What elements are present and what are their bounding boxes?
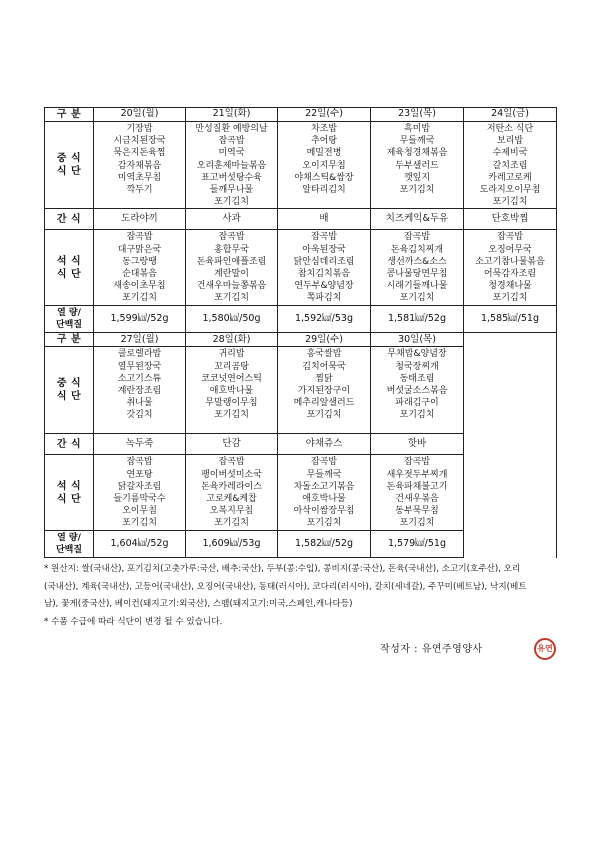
label-line: 식 단 bbox=[56, 391, 82, 403]
calories-cell: 1,592㎉/53g bbox=[278, 306, 371, 333]
menu-item: 포기김치 bbox=[306, 410, 342, 421]
menu-item: 포기김치 bbox=[122, 518, 157, 529]
menu-item: 포기김치 bbox=[399, 293, 435, 304]
label-line: 석 식 bbox=[56, 255, 82, 267]
date-cell: 29일(수) bbox=[278, 333, 371, 347]
date-cell: 24일(금) bbox=[464, 108, 557, 122]
menu-item: 생선까스&소스 bbox=[387, 256, 447, 267]
menu-item: 돈육카레라이스 bbox=[201, 481, 262, 492]
menu-item: 연포탕 bbox=[126, 469, 153, 480]
menu-item: 새우젓두부찌개 bbox=[386, 469, 448, 480]
menu-item: 애호박나물 bbox=[209, 386, 254, 397]
header-label: 구 분 bbox=[45, 108, 94, 122]
menu-item: 소고기참나물볶음 bbox=[475, 256, 545, 267]
lunch-label bbox=[45, 347, 94, 434]
snack-cell: 배 bbox=[278, 209, 371, 230]
dinner-cell bbox=[464, 230, 557, 306]
menu-item: 순대볶음 bbox=[122, 269, 157, 280]
menu-item: 소고기스튜 bbox=[117, 373, 162, 384]
snack-cell: 단호박찜 bbox=[464, 209, 557, 230]
menu-item: 돈육파인애플조림 bbox=[196, 256, 267, 267]
menu-item: 묵은지돈육찜 bbox=[113, 148, 166, 159]
menu-item: 코코넛연어스틱 bbox=[201, 373, 262, 384]
menu-item: 청경채나물 bbox=[488, 281, 532, 292]
menu-item: 도라지오이무침 bbox=[479, 185, 541, 196]
label-line: 열 량/ bbox=[57, 308, 81, 319]
menu-item: 두부샐러드 bbox=[395, 160, 439, 171]
menu-item: 미역초무침 bbox=[117, 172, 162, 183]
menu-item: 잡곡밥 bbox=[403, 232, 431, 243]
calories-cell: 1,599㎉/52g bbox=[94, 306, 186, 333]
menu-item: 돈육김치찌개 bbox=[390, 244, 444, 255]
menu-item: 쪽파김치 bbox=[306, 293, 342, 304]
menu-item: 시금치된장국 bbox=[113, 136, 166, 147]
menu-item: 알타리김치 bbox=[302, 185, 346, 196]
dinner-cell bbox=[94, 230, 186, 306]
menu-item: 포기김치 bbox=[214, 197, 249, 208]
label-line: 중 식 bbox=[56, 153, 82, 165]
menu-item: 깻잎지 bbox=[403, 172, 431, 183]
menu-item: 어묵감자조림 bbox=[483, 269, 537, 280]
menu-item: 귀리밥 bbox=[218, 349, 245, 360]
date-cell: 22일(수) bbox=[278, 108, 371, 122]
label-line: 열 량/ bbox=[57, 533, 81, 544]
lunch-cell bbox=[371, 347, 464, 434]
menu-item: 열무된장국 bbox=[117, 361, 162, 372]
lunch-cell bbox=[464, 122, 557, 209]
menu-item: 잡곡밥 bbox=[310, 232, 338, 243]
week2-header-row bbox=[45, 333, 557, 347]
menu-item: 포기김치 bbox=[122, 293, 157, 304]
menu-item: 미역국 bbox=[218, 148, 245, 159]
menu-item: 계란장조림 bbox=[117, 386, 162, 397]
menu-item: 오복지무침 bbox=[209, 506, 254, 517]
calories-cell: 1,609㎉/53g bbox=[186, 531, 278, 558]
snack-label: 간 식 bbox=[45, 434, 94, 455]
menu-item: 버섯굴소스볶음 bbox=[386, 386, 448, 397]
lunch-cell bbox=[186, 347, 278, 434]
label-line: 식 단 bbox=[56, 166, 82, 178]
snack-cell: 핫바 bbox=[371, 434, 464, 455]
menu-item: 들깨무나물 bbox=[209, 185, 254, 196]
menu-item: 잡곡밥 bbox=[310, 457, 338, 468]
date-cell: 20일(월) bbox=[94, 108, 186, 122]
menu-item: 수제비국 bbox=[492, 148, 528, 159]
menu-item: 갈치조림 bbox=[492, 160, 528, 171]
menu-item: 청국장찌개 bbox=[395, 361, 439, 372]
origin-note: 남), 꽃게(중국산), 베이컨(돼지고기:외국산), 스팸(돼지고기:미국,스페인,캐나다등) bbox=[44, 599, 353, 609]
menu-item: 건새우마늘쫑볶음 bbox=[196, 281, 267, 292]
label-line: 단백질 bbox=[55, 545, 83, 556]
change-notice: * 수품 수급에 따라 식단이 변경 될 수 있습니다. bbox=[44, 616, 223, 627]
menu-item: 클로렐라밥 bbox=[117, 349, 162, 360]
menu-item: 차조밥 bbox=[310, 124, 338, 134]
menu-item: 포기김치 bbox=[214, 518, 249, 529]
menu-item: 잡곡밥 bbox=[218, 457, 245, 468]
menu-item: 애호박나물 bbox=[302, 494, 346, 505]
menu-item: 잡곡밥 bbox=[496, 232, 524, 243]
lunch-cell bbox=[278, 122, 371, 209]
menu-item: 흥국쌀밥 bbox=[306, 349, 342, 360]
menu-item: 차돌소고기볶음 bbox=[293, 481, 355, 492]
menu-item: 메밀전병 bbox=[306, 148, 342, 159]
menu-item: 보리밥 bbox=[496, 136, 524, 147]
lunch-label bbox=[45, 122, 94, 209]
calories-cell: 1,579㎉/51g bbox=[371, 531, 464, 558]
seal-stamp-icon: 유연 bbox=[534, 638, 556, 660]
dinner-cell bbox=[278, 455, 371, 531]
dinner-label bbox=[45, 455, 94, 531]
menu-item: 동부묵무침 bbox=[395, 506, 439, 517]
menu-item: 기장밥 bbox=[126, 124, 153, 134]
author-line: 작성자 : 유연주영양사 bbox=[380, 644, 483, 655]
date-cell: 21일(화) bbox=[186, 108, 278, 122]
snack-cell: 도라야끼 bbox=[94, 209, 186, 230]
menu-item: 무들깨국 bbox=[306, 469, 342, 480]
snack-cell: 단감 bbox=[186, 434, 278, 455]
lunch-cell bbox=[371, 122, 464, 209]
menu-item: 오리훈제마늘볶음 bbox=[196, 160, 267, 171]
date-cell: 27일(월) bbox=[94, 333, 186, 347]
menu-item: 잡곡밥 bbox=[403, 457, 431, 468]
menu-item: 제육청경채볶음 bbox=[386, 148, 448, 159]
origin-note: (국내산), 계육(국내산), 고등어(국내산), 오징어(국내산), 동태(러시아), 코다리(러시아), 갈치(세네갈), 주꾸미(베트남), 낙지(베트 bbox=[44, 581, 527, 592]
lunch-cell bbox=[94, 122, 186, 209]
calories-cell: 1,582㎉/52g bbox=[278, 531, 371, 558]
menu-item: 포기김치 bbox=[399, 185, 435, 196]
menu-item: 포기김치 bbox=[214, 410, 249, 421]
dinner-cell bbox=[371, 230, 464, 306]
menu-item: 깍두기 bbox=[126, 185, 153, 196]
menu-item: 연두부&양념장 bbox=[294, 281, 354, 292]
dinner-cell bbox=[186, 455, 278, 531]
menu-item: 잡곡밥 bbox=[218, 136, 245, 147]
menu-item: 홍합무국 bbox=[214, 244, 249, 255]
dinner-cell bbox=[371, 455, 464, 531]
week1-snack-row bbox=[45, 209, 557, 230]
menu-item: 포기김치 bbox=[306, 518, 342, 529]
calories-cell: 1,580㎉/50g bbox=[186, 306, 278, 333]
menu-item: 꼬리곰탕 bbox=[214, 361, 249, 372]
week1-lunch-row bbox=[45, 122, 557, 209]
label-line: 중 식 bbox=[56, 378, 82, 390]
snack-cell: 사과 bbox=[186, 209, 278, 230]
calories-label bbox=[45, 306, 94, 333]
menu-item: 만성질환 예방의날 bbox=[195, 124, 268, 134]
menu-item: 가지된장구이 bbox=[297, 386, 351, 397]
notes bbox=[44, 561, 559, 631]
week1-dinner-row bbox=[45, 230, 557, 306]
menu-item: 야채스틱&쌈장 bbox=[294, 172, 354, 183]
date-cell: 30일(목) bbox=[371, 333, 464, 347]
menu-item: 닭안심데리조림 bbox=[293, 256, 355, 267]
menu-item: 김치어묵국 bbox=[302, 361, 346, 372]
lunch-cell bbox=[278, 347, 371, 434]
menu-item: 표고버섯탕수육 bbox=[201, 172, 262, 183]
menu-item: 갓김치 bbox=[126, 410, 153, 421]
menu-item: 무들깨국 bbox=[399, 136, 435, 147]
menu-item: 무말랭이무침 bbox=[205, 398, 258, 409]
menu-item: 아삭이쌈장무침 bbox=[293, 506, 355, 517]
calories-cell: 1,581㎉/52g bbox=[371, 306, 464, 333]
snack-cell: 야채쥬스 bbox=[278, 434, 371, 455]
lunch-cell bbox=[94, 347, 186, 434]
menu-item: 계란말이 bbox=[214, 269, 249, 280]
menu-item: 건새우볶음 bbox=[395, 494, 439, 505]
menu-item: 저탄소 식단 bbox=[486, 124, 534, 134]
date-cell: 23일(목) bbox=[371, 108, 464, 122]
label-line: 석 식 bbox=[56, 480, 82, 492]
menu-item: 돈육파채불고기 bbox=[386, 481, 448, 492]
menu-item: 추어탕 bbox=[310, 136, 338, 147]
menu-item: 들기름막국수 bbox=[113, 494, 166, 505]
week1-header-row bbox=[45, 108, 557, 122]
menu-item: 포기김치 bbox=[492, 293, 528, 304]
menu-item: 포기김치 bbox=[492, 197, 528, 208]
menu-item: 잡곡밥 bbox=[126, 457, 153, 468]
menu-item: 팽이버섯미소국 bbox=[201, 469, 262, 480]
menu-item: 잡곡밥 bbox=[126, 232, 153, 243]
menu-item: 시래기들깨나물 bbox=[386, 281, 448, 292]
lunch-cell bbox=[186, 122, 278, 209]
dinner-cell bbox=[186, 230, 278, 306]
menu-item: 흑미밥 bbox=[403, 124, 431, 134]
menu-item: 무채밥&양념장 bbox=[387, 349, 447, 360]
snack-label: 간 식 bbox=[45, 209, 94, 230]
menu-item: 닭갈자조림 bbox=[117, 481, 162, 492]
menu-item: 대구맑은국 bbox=[117, 244, 162, 255]
label-line: 식 단 bbox=[56, 268, 82, 280]
calories-cell: 1,604㎉/52g bbox=[94, 531, 186, 558]
menu-item: 포기김치 bbox=[399, 410, 435, 421]
menu-item: 파래김구이 bbox=[395, 398, 439, 409]
menu-item: 오이무침 bbox=[122, 506, 157, 517]
meal-plan-table bbox=[44, 107, 557, 558]
menu-item: 감자채볶음 bbox=[117, 160, 162, 171]
dinner-cell bbox=[94, 455, 186, 531]
menu-item: 포기김치 bbox=[214, 293, 249, 304]
menu-item: 동태조림 bbox=[399, 373, 435, 384]
calories-cell: 1,585㎉/51g bbox=[464, 306, 557, 333]
menu-item: 잡곡밥 bbox=[218, 232, 245, 243]
menu-item: 포기김치 bbox=[399, 518, 435, 529]
menu-item: 새송이초무침 bbox=[113, 281, 166, 292]
menu-item: 고로케&케찹 bbox=[206, 494, 257, 505]
menu-item: 콩나물당면무침 bbox=[386, 269, 448, 280]
menu-item: 메추리알샐러드 bbox=[293, 398, 355, 409]
menu-item: 카레고로케 bbox=[488, 172, 532, 183]
date-cell: 28일(화) bbox=[186, 333, 278, 347]
dinner-cell bbox=[278, 230, 371, 306]
calories-label bbox=[45, 531, 94, 558]
dinner-label bbox=[45, 230, 94, 306]
label-line: 단백질 bbox=[55, 320, 83, 331]
menu-item: 참치김치볶음 bbox=[297, 269, 351, 280]
menu-item: 찜닭 bbox=[315, 373, 333, 384]
menu-item: 동그랑땡 bbox=[122, 256, 157, 267]
snack-cell: 치즈케익&두유 bbox=[371, 209, 464, 230]
menu-item: 취나물 bbox=[126, 398, 153, 409]
menu-item: 오이지무침 bbox=[302, 160, 346, 171]
empty-cell bbox=[464, 333, 557, 558]
origin-note: * 원산지: 쌀(국내산), 포기김치(고춧가루:국산, 배추:국산), 두부(콩:수입), 콩비지(콩:국산), 돈육(국내산), 소고기(호주산), 오리 bbox=[44, 564, 521, 574]
week1-calories-row bbox=[45, 306, 557, 333]
label-line: 식 단 bbox=[56, 493, 82, 505]
header-label: 구 분 bbox=[45, 333, 94, 347]
menu-item: 아욱된장국 bbox=[302, 244, 346, 255]
menu-item: 오징어무국 bbox=[488, 244, 532, 255]
snack-cell: 녹두죽 bbox=[94, 434, 186, 455]
